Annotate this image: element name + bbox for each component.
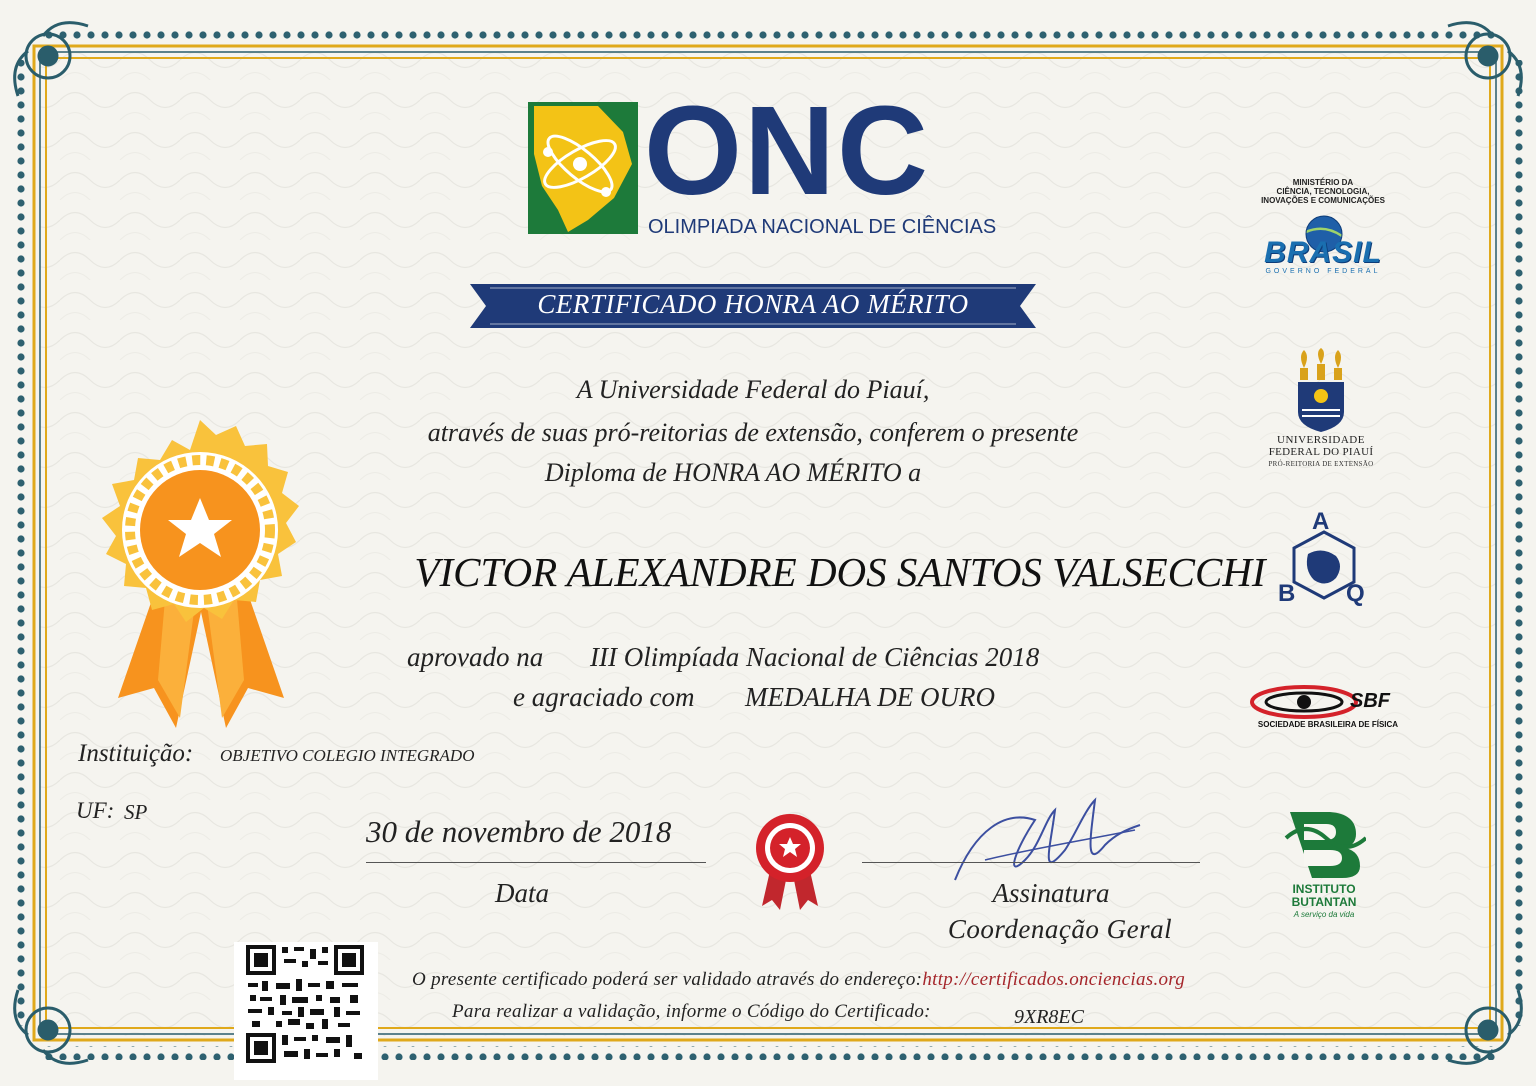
intro-line-3: Diploma de HONRA AO MÉRITO a: [544, 458, 922, 487]
validation-line-2: Para realizar a validação, informe o Código do Certificado:: [452, 1001, 931, 1022]
onc-emblem-icon: [528, 102, 638, 234]
institution-label: Instituição:: [78, 740, 194, 767]
award-rosette-icon: [86, 418, 316, 738]
ufpi-crest-icon: [1262, 348, 1380, 432]
brasil-sub: GOVERNO FEDERAL: [1265, 268, 1381, 275]
ufpi-line-2: FEDERAL DO PIAUÍ: [1268, 446, 1374, 458]
brasil-brand: BRASIL: [1264, 236, 1382, 269]
validation-line-1: [412, 969, 1185, 991]
signature-label-1: Assinatura: [992, 878, 1110, 908]
event-name: III Olimpíada Nacional de Ciências 2018: [590, 642, 1040, 672]
intro-line-1: A Universidade Federal do Piauí,: [576, 375, 930, 404]
abq-letter-a: A: [1312, 508, 1330, 535]
qr-code-box: [234, 942, 378, 1080]
award-value: MEDALHA DE OURO: [745, 682, 995, 712]
date-label: Data: [495, 878, 549, 908]
title-banner: [470, 284, 1036, 328]
butantan-emblem-icon: [1282, 808, 1366, 878]
ministry-line-2: CIÊNCIA, TECNOLOGIA,: [1276, 187, 1370, 196]
abq-letter-b: B: [1278, 580, 1296, 607]
butantan-line-3: A serviço da vida: [1293, 910, 1355, 919]
ministry-line-3: INOVAÇÕES E COMUNICAÇÕES: [1261, 196, 1385, 205]
qr-code-icon[interactable]: [246, 945, 364, 1063]
sbf-name: SOCIEDADE BRASILEIRA DE FÍSICA: [1257, 720, 1399, 729]
state-value: SP: [124, 800, 148, 824]
award-prefix: e agraciado com: [513, 682, 695, 712]
signature-label-2: Coordenação Geral: [947, 914, 1173, 944]
abq-logo: [1276, 508, 1372, 608]
sbf-logo: [1246, 684, 1410, 734]
certificate-code: 9XR8EC: [1014, 1006, 1084, 1028]
approval-prefix: aprovado na: [407, 642, 544, 672]
onc-logo: [528, 80, 997, 242]
seal-icon: [750, 812, 830, 912]
date-line: [366, 862, 706, 863]
validation-text: O presente certificado poderá ser validado através do endereço:: [412, 969, 923, 990]
ufpi-line-3: PRÓ-REITORIA DE EXTENSÃO: [1268, 460, 1374, 468]
butantan-logo: [1282, 808, 1366, 924]
sbf-emblem-icon: [1250, 684, 1360, 720]
onc-full-name: OLIMPIADA NACIONAL DE CIÊNCIAS: [648, 216, 997, 238]
sbf-abbr: SBF: [1350, 690, 1390, 712]
ufpi-line-1: UNIVERSIDADE: [1277, 434, 1365, 446]
abq-letter-q: Q: [1346, 580, 1365, 607]
intro-line-2: através de suas pró-reitorias de extensão, conferem o presente: [427, 418, 1079, 447]
certificate-title: CERTIFICADO HONRA AO MÉRITO: [537, 289, 969, 319]
institution-value: OBJETIVO COLEGIO INTEGRADO: [220, 746, 475, 765]
validation-url-link[interactable]: http://certificados.onciencias.org: [922, 969, 1186, 990]
ministry-logo: [1240, 178, 1406, 282]
date-value: 30 de novembro de 2018: [366, 814, 672, 849]
state-label: UF:: [76, 798, 115, 823]
recipient-name: VICTOR ALEXANDRE DOS SANTOS VALSECCHI: [414, 549, 1266, 595]
onc-acronym: ONC: [644, 80, 930, 221]
ministry-line-1: MINISTÉRIO DA: [1292, 178, 1354, 187]
signature-line: [862, 862, 1200, 863]
ufpi-logo: [1262, 348, 1380, 476]
butantan-line-2: BUTANTAN: [1291, 895, 1357, 909]
butantan-line-1: INSTITUTO: [1292, 882, 1356, 896]
